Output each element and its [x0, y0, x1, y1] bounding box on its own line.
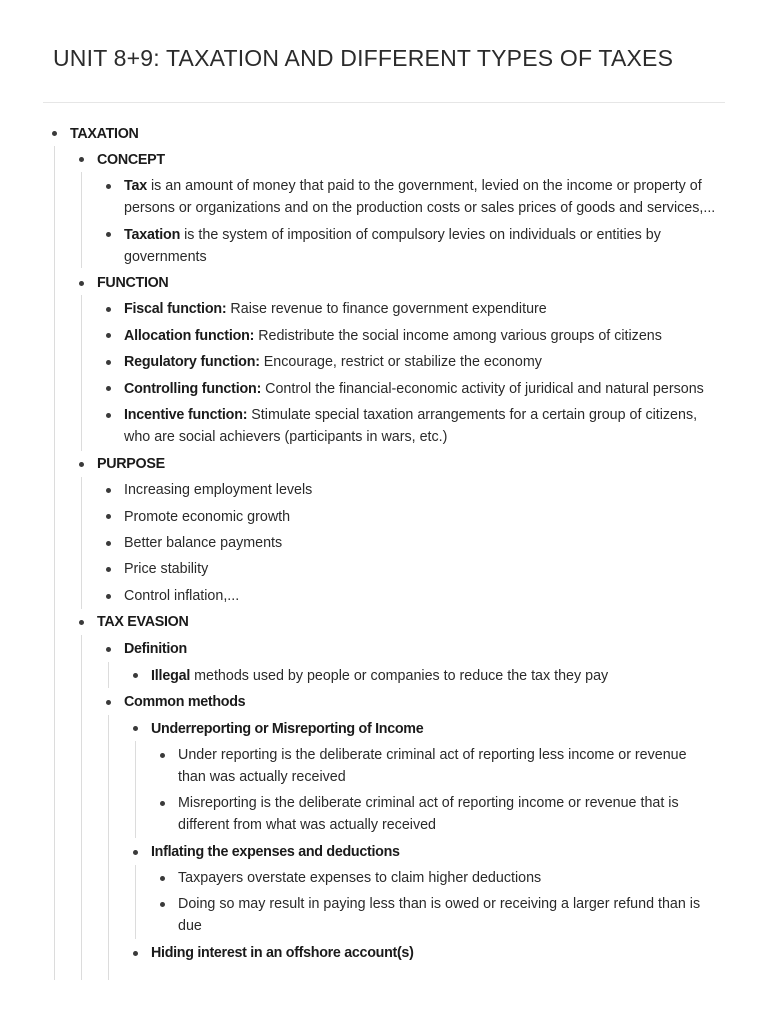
outline-item-purpose: PURPOSE	[97, 456, 165, 472]
outline-item-inflating: Inflating the expenses and deductions	[151, 844, 400, 860]
term-taxation: Taxation	[124, 227, 181, 243]
bullet-dot	[106, 360, 111, 365]
term-tax: Tax	[124, 178, 147, 194]
function-term: Incentive function:	[124, 407, 248, 423]
definition-text: methods used by people or companies to reduce the tax they pay	[190, 668, 609, 684]
outline-item-definition: Definition	[124, 641, 187, 657]
bullet-dot	[106, 307, 111, 312]
bullet-dot	[79, 157, 84, 162]
function-text: Raise revenue to finance government expenditure	[226, 301, 547, 317]
outline-item-underreporting: Underreporting or Misreporting of Income	[151, 721, 424, 737]
page-title: UNIT 8+9: TAXATION AND DIFFERENT TYPES OF TAXES	[53, 45, 674, 71]
purpose-item: Price stability	[124, 561, 209, 577]
outline-guide-inflating	[135, 865, 136, 939]
outline-item-taxation: TAXATION	[70, 126, 139, 142]
function-text: Stimulate special taxation arrangements for a certain group of citizens, who are social achievers (participants in wars, etc.)	[124, 407, 698, 445]
definition-item	[151, 665, 724, 687]
function-text: Encourage, restrict or stabilize the economy	[259, 354, 542, 370]
term-illegal: Illegal	[151, 668, 191, 684]
bullet-dot	[133, 850, 138, 855]
purpose-item: Increasing employment levels	[124, 482, 313, 498]
bullet-dot	[106, 541, 111, 546]
purpose-item: Promote economic growth	[124, 509, 291, 525]
function-text: Control the financial-economic activity of juridical and natural persons	[261, 381, 704, 397]
outline-guide-common-methods	[108, 715, 109, 980]
bullet-dot	[79, 462, 84, 467]
outline-guide-tax-evasion	[81, 635, 82, 980]
bullet-dot	[106, 488, 111, 493]
bullet-dot	[106, 700, 111, 705]
bullet-dot	[106, 232, 111, 237]
bullet-dot	[160, 801, 165, 806]
bullet-dot	[133, 951, 138, 956]
bullet-dot	[133, 673, 138, 678]
inflating-item: Doing so may result in paying less than is owed or receiving a larger refund than is due	[178, 896, 701, 934]
bullet-dot	[106, 647, 111, 652]
bullet-dot	[106, 567, 111, 572]
outline-guide-concept	[81, 172, 82, 268]
function-item	[124, 325, 724, 347]
outline-guide-underreporting	[135, 741, 136, 838]
underreporting-item: Under reporting is the deliberate criminal act of reporting less income or revenue than was actually received	[178, 747, 687, 785]
bullet-dot	[106, 333, 111, 338]
outline-guide-definition	[108, 662, 109, 688]
bullet-dot	[106, 514, 111, 519]
bullet-dot	[160, 876, 165, 881]
outline-item-tax-evasion: TAX EVASION	[97, 614, 189, 630]
purpose-item: Better balance payments	[124, 535, 283, 551]
function-item	[124, 404, 724, 448]
bullet-dot	[79, 620, 84, 625]
outline-item-tax-definition	[124, 175, 724, 219]
bullet-dot	[106, 594, 111, 599]
function-term: Regulatory function:	[124, 354, 260, 370]
inflating-item: Taxpayers overstate expenses to claim higher deductions	[178, 870, 542, 886]
function-term: Controlling function:	[124, 381, 262, 397]
outline-item-common-methods: Common methods	[124, 694, 246, 710]
outline-item-taxation-definition	[124, 224, 724, 268]
outline-guide-level-1	[54, 146, 55, 980]
function-term: Allocation function:	[124, 328, 255, 344]
outline-item-hiding-interest: Hiding interest in an offshore account(s)	[151, 945, 414, 961]
bullet-dot	[52, 131, 57, 136]
bullet-dot	[133, 726, 138, 731]
function-term: Fiscal function:	[124, 301, 227, 317]
tax-definition-text: is an amount of money that paid to the government, levied on the income or property of persons or organizations and on the production costs or sales prices of goods and services,...	[124, 178, 716, 216]
function-text: Redistribute the social income among various groups of citizens	[254, 328, 662, 344]
outline-item-function: FUNCTION	[97, 275, 169, 291]
taxation-definition-text: is the system of imposition of compulsory levies on individuals or entities by governments	[124, 227, 661, 265]
bullet-dot	[79, 281, 84, 286]
bullet-dot	[106, 184, 111, 189]
function-item	[124, 298, 724, 320]
bullet-dot	[106, 386, 111, 391]
purpose-item: Control inflation,...	[124, 588, 240, 604]
bullet-dot	[160, 753, 165, 758]
outline-item-concept: CONCEPT	[97, 152, 165, 168]
outline-guide-purpose	[81, 477, 82, 609]
function-item	[124, 378, 734, 400]
outline-guide-function	[81, 295, 82, 451]
underreporting-item: Misreporting is the deliberate criminal act of reporting income or revenue that is different from what was actually received	[178, 795, 679, 833]
bullet-dot	[160, 902, 165, 907]
bullet-dot	[106, 413, 111, 418]
function-item	[124, 351, 724, 373]
